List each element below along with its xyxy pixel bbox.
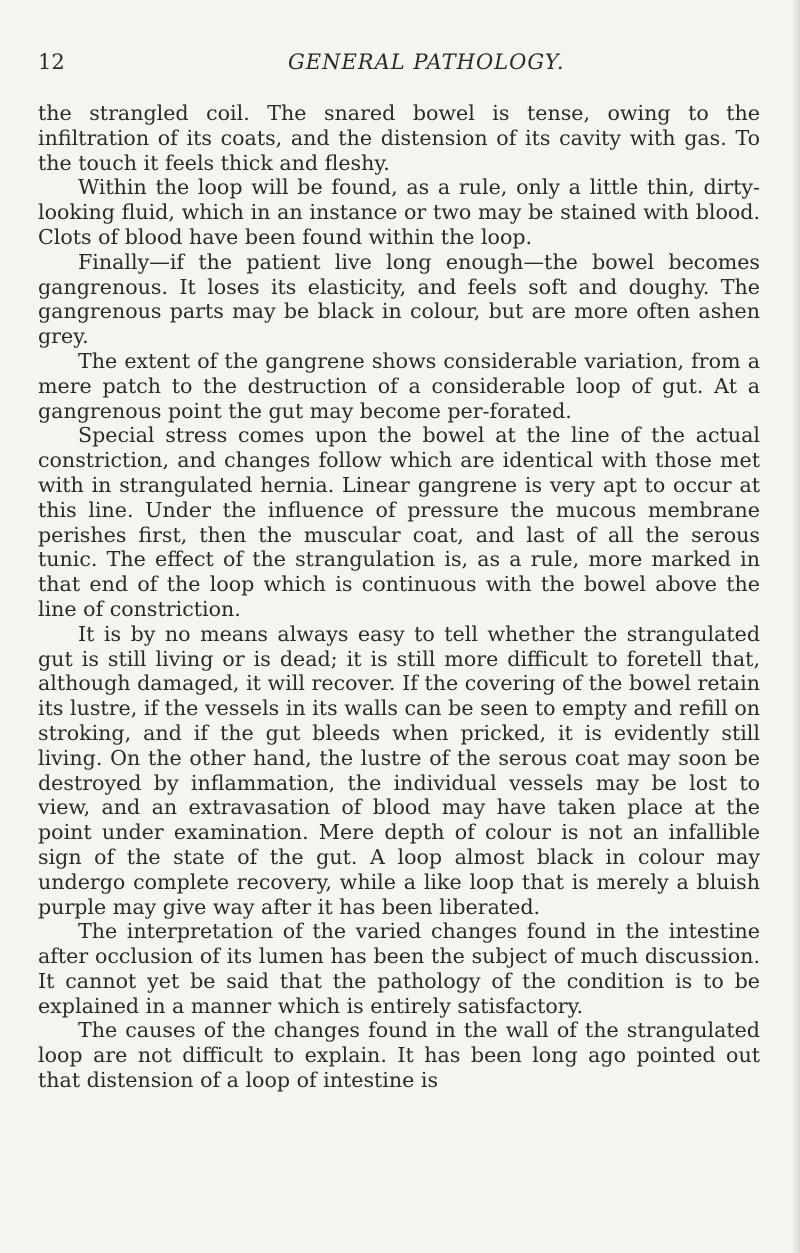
paragraph: Special stress comes upon the bowel at the line of the actual constriction, and changes follow which are identical with those met with in strangulated hernia. Linear gangrene is very apt to occur at this line. Under the influence of pressure the mucous membrane perishes first, then the muscular coat, and last of all the serous tunic. The effect of the strangulation is, as a rule, more marked in that end of the loop which is continuous with the bowel above the line of constriction. (38, 423, 760, 621)
page-edge-shadow (792, 0, 800, 1253)
body-text (38, 101, 760, 1093)
paragraph: Finally—if the patient live long enough—the bowel becomes gangrenous. It loses its elasticity, and feels soft and doughy. The gangrenous parts may be black in colour, but are more often ashen grey. (38, 249, 760, 349)
page-header (38, 50, 760, 80)
paragraph: The causes of the changes found in the wall of the strangulated loop are not difficult to explain. It has been long ago pointed out that distension of a loop of intestine is (38, 1018, 760, 1093)
paragraph: Within the loop will be found, as a rule, only a little thin, dirty-looking fluid, which in an instance or two may be stained with blood. Clots of blood have been found within the loop. (38, 175, 760, 249)
page-number: 12 (38, 50, 65, 74)
paragraph: the strangled coil. The snared bowel is tense, owing to the infiltration of its coats, and the distension of its cavity with gas. To the touch it feels thick and fleshy. (38, 101, 760, 175)
paragraph: The interpretation of the varied changes found in the intestine after occlusion of its lumen has been the subject of much discussion. It cannot yet be said that the pathology of the condition is to be explained in a manner which is entirely satisfactory. (38, 919, 760, 1018)
paragraph: It is by no means always easy to tell whether the strangulated gut is still living or is dead; it is still more difficult to foretell that, although damaged, it will recover. If the covering of the bowel retain its lustre, if the vessels in its walls can be seen to empty and refill on stroking, and if the gut bleeds when pricked, it is evidently still living. On the other hand, the lustre of the serous coat may soon be destroyed by inflammation, the individual vessels may be lost to view, and an extravasation of blood may have taken place at the point under examination. Mere depth of colour is not an infallible sign of the state of the gut. A loop almost black in colour may undergo complete recovery, while a like loop that is merely a bluish purple may give way after it has been liberated. (38, 621, 760, 919)
running-title: GENERAL PATHOLOGY. (288, 50, 565, 74)
paragraph: The extent of the gangrene shows considerable variation, from a mere patch to the destruction of a considerable loop of gut. At a gangrenous point the gut may become per-forated. (38, 348, 760, 423)
